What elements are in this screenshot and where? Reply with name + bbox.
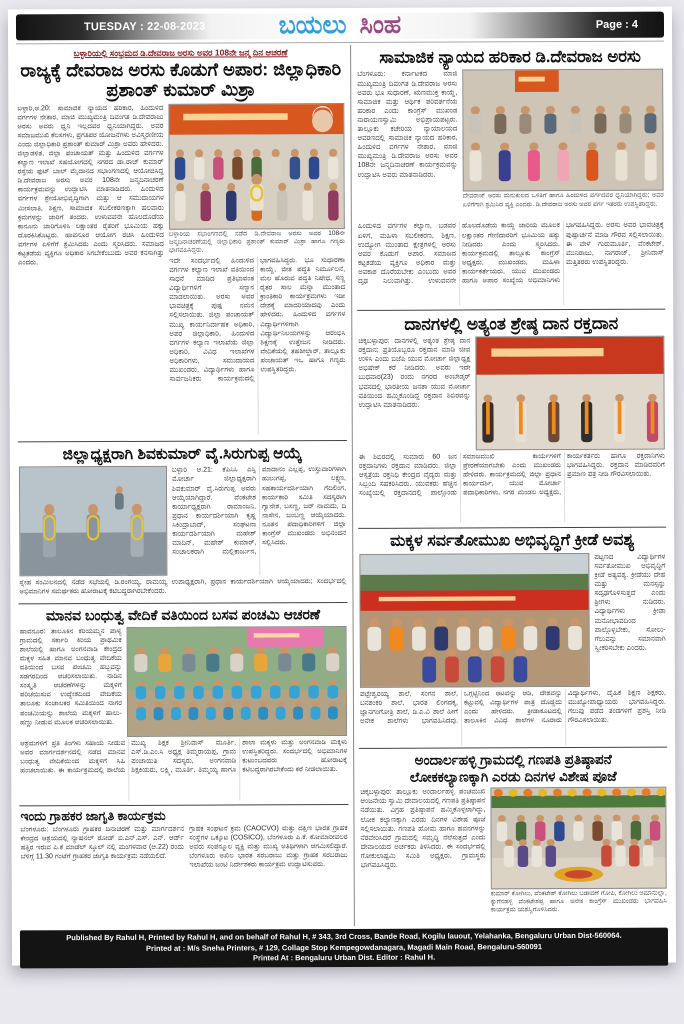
article-body: ಬಳ್ಳಾರಿ,ಆ.20: ಸಾಮಾಜಿಕ ನ್ಯಾಯದ ಹರಿಕಾರ, ಹಿಂದುಳಿದ ವರ್ಗಗಳ ನೇತಾರ, ಮಾಜಿ ಮುಖ್ಯಮಂತ್ರಿ ದಿವಂಗತ ಡಿ.ದೇವರಾಜು ಅರಸು ಅವರು ಧ್ವನಿ ಇಲ್ಲದವರ ಧ್ವನಿಯಾಗಿದ್ದರು. ಅವರ ಸಮಾಜಮುಖಿ ಕೆಲಸಗಳು, ಪ್ರಗತಿಪರ ಯೋಜನೆಗಳು ಅವಿಸ್ಮರಣೀಯ ಎಂದು ಜಿಲ್ಲಾಧಿಕಾರಿ ಪ್ರಶಾಂತ್ ಕುಮಾರ್ ಮಿಶ್ರಾ ಅವರು ಹೇಳಿದರು. ಜಿಲ್ಲಾಡಳಿತ, ಜಿಲ್ಲಾ ಪಂಚಾಯತ್ ಮತ್ತು ಹಿಂದುಳಿದ ವರ್ಗಗಳ ಕಲ್ಯಾಣ ಇಲಾಖೆ ಸಹಯೋಗದಲ್ಲಿ ನಗರದ ಡಾ.ರಾಜ್ ಕುಮಾರ್ ರಸ್ತೆಯ ಫುಟ್ ಬಾಲ್ ಮೈದಾನದ ಸಭಾಂಗಣದಲ್ಲಿ ಆಯೋಜಿಸಿದ್ದ ಡಿ.ದೇವರಾಜ ಅರಸು ಅವರ 108ನೇ ಜನ್ಮದಿನಾಚರಣೆ ಕಾರ್ಯಕ್ರಮವನ್ನು ಉದ್ಘಾಟಿಸಿ ಮಾತನಾಡಿದರು. ಹಿಂದುಳಿದ ವರ್ಗಗಳ ಶ್ರೇಯೋಭಿವೃದ್ಧಿಗಾಗಿ ಮತ್ತು ಆ ಸಮುದಾಯಗಳ ಮೀಸಲಾತಿ, ಶಿಕ್ಷಣ, ಸಾಮಾಜಿಕ ಸಬಲೀಕರಣಕ್ಕಾಗಿ ಹಲವಾರು ಕ್ರಮಗಳನ್ನು ಜಾರಿಗೆ ತಂದರು. ಉಳುವವನೇ ಹೊಲದೊಡೆಯ ಕಾನೂನು ಜಾರಿಗೊಳಿಸಿ ಲಕ್ಷಾಂತರ ರೈತರಿಗೆ ಭೂಮಿಯ ಹಕ್ಕು ದೊರಕಿಸಿಕೊಟ್ಟರು. ಹಾವನೂರ ಆಯೋಗ ರಚಿಸಿ ಹಿಂದುಳಿದ ವರ್ಗಗಳ ಏಳಿಗೆಗೆ ಶ್ರಮಿಸಿದರು ಎಂದು ಸ್ಮರಿಸಿದರು. ಸಮಾಜದ ಕಟ್ಟಕಡೆಯ ವ್ಯಕ್ತಿಗೂ ಅಧಿಕಾರ ಸಿಗಬೇಕೆಂಬುದು ಅವರ ಕನಸಾಗಿತ್ತು ಎಂದರು. xyxy=(17,104,164,267)
imprint-bar xyxy=(20,928,668,968)
photo-caption: ದೇವರಾಜ್ ಅರಸು ಮನುಕುಲದ ಒಳಿತಿಗೆ ಹಾಗೂ ಹಿಂದುಳಿದ ವರ್ಗದವರ ಧ್ವನಿಯಾಗಿದ್ದರು; ಅವರ ಏಳಿಗೆಗಾಗಿ ಶ್ರಮಿಸಿದ ವ್ಯಕ್ತಿ ಎಂದರು. ಡಿ.ದೇವರಾಜ ಅರಸು ಅವರ ವರ್ಗ ಇತರರು ಉಪಸ್ಥಿತರಿದ್ದರು. xyxy=(462,192,664,209)
article-photo-block xyxy=(490,787,667,926)
garlanded-leaders-photo xyxy=(19,466,167,577)
article-social-justice-urs xyxy=(356,44,665,311)
right-column xyxy=(351,44,668,926)
article-body-continued: ಇದೇ ಸಂದರ್ಭದಲ್ಲಿ ಹಿಂದುಳಿದ ವರ್ಗಗಳ ಕಲ್ಯಾಣ ಇಲಾಖೆ ವತಿಯಿಂದ ಸಾಧನೆ ಮಾಡಿದ ಪ್ರತಿಭಾವಂತ ವಿದ್ಯಾರ್ಥಿಗಳಿಗೆ ಸನ್ಮಾನ ಮಾಡಲಾಯಿತು. ಅರಸು ಅವರ ಭಾವಚಿತ್ರಕ್ಕೆ ಪುಷ್ಪ ನಮನ ಸಲ್ಲಿಸಲಾಯಿತು. ಜಿಲ್ಲಾ ಪಂಚಾಯತ್ ಮುಖ್ಯ ಕಾರ್ಯನಿರ್ವಾಹಕ ಅಧಿಕಾರಿ, ಅಪರ ಜಿಲ್ಲಾಧಿಕಾರಿ, ಹಿಂದುಳಿದ ವರ್ಗಗಳ ಕಲ್ಯಾಣ ಇಲಾಖೆಯ ಜಿಲ್ಲಾ ಅಧಿಕಾರಿ, ವಿವಿಧ ಇಲಾಖೆಗಳ ಅಧಿಕಾರಿಗಳು, ಸಮುದಾಯದ ಮುಖಂಡರು, ವಿದ್ಯಾರ್ಥಿಗಳು ಹಾಗೂ ಸಾರ್ವಜನಿಕರು ಕಾರ್ಯಕ್ರಮದಲ್ಲಿ ಭಾಗವಹಿಸಿದ್ದರು. ಭೂ ಸುಧಾರಣಾ ಕಾಯ್ದೆ, ಜೀತ ಪದ್ಧತಿ ನಿರ್ಮೂಲನೆ, ಮಲ ಹೊರುವ ಪದ್ಧತಿ ನಿಷೇಧ, ಸಣ್ಣ ರೈತರ ಸಾಲ ಮನ್ನಾ ಮುಂತಾದ ಕ್ರಾಂತಿಕಾರಿ ಕಾರ್ಯಕ್ರಮಗಳು ಇಡೀ ದೇಶಕ್ಕೆ ಮಾದರಿಯಾದವು ಎಂದು ಹೇಳಿದರು. ಹಿಂದುಳಿದ ವರ್ಗಗಳ ವಿದ್ಯಾರ್ಥಿಗಳಿಗಾಗಿ ವಿದ್ಯಾರ್ಥಿನಿಲಯಗಳನ್ನು ಆರಂಭಿಸಿ ಶಿಕ್ಷಣಕ್ಕೆ ಉತ್ತೇಜನ ನೀಡಿದರು. ವೇದಿಕೆಯಲ್ಲಿ ತಹಶೀಲ್ದಾರ್, ತಾಲ್ಲೂಕು ಪಂಚಾಯತ್ ಇಒ ಹಾಗೂ ಗಣ್ಯರು ಉಪಸ್ಥಿತರಿದ್ದರು. xyxy=(169,256,346,383)
headline: ಇಂದು ಗ್ರಾಹಕರ ಜಾಗೃತಿ ಕಾರ್ಯಕ್ರಮ xyxy=(20,808,166,824)
headline: ಜಿಲ್ಲಾಧ್ಯಕ್ಷರಾಗಿ ಶಿವಕುಮಾರ್ ವೈ.ಸಿರುಗುಪ್ಪ ಆಯ್ಕೆ xyxy=(62,445,303,464)
article-body: ಬೆಂಗಳೂರು: ಕರ್ನಾಟಕದ ಮಾಜಿ ಮುಖ್ಯಮಂತ್ರಿ ದಿವಂಗತ ಡಿ.ದೇವರಾಜ ಅರಸು ಅವರು ಭೂ ಸುಧಾರಣೆ, ಋಣಮುಕ್ತ ಕಾಯ್ದೆ, ಸಾಮಾಜಿಕ ಮತ್ತು ಆರ್ಥಿಕ ಪರಿವರ್ತನೆಯ ಹರಿಕಾರ ಎಂದು ಕಾಂಗ್ರೆಸ್ ಮುಖಂಡ ನಾರಾಯಣಸ್ವಾಮಿ ಅಭಿಪ್ರಾಯಪಟ್ಟರು. ತಾಲ್ಲೂಕು ಕಚೇರಿಯ ನ್ಯಾಯಾಲಯದ ಆವರಣದಲ್ಲಿ ಸಾಮಾಜಿಕ ನ್ಯಾಯದ ಹರಿಕಾರ, ಹಿಂದುಳಿದ ವರ್ಗಗಳ ನೇತಾರ, ಮಾಜಿ ಮುಖ್ಯಮಂತ್ರಿ ಡಿ.ದೇವರಾಜ ಅರಸು ಅವರ 108ನೇ ಜನ್ಮದಿನಾಚರಣೆ ಕಾರ್ಯಕ್ರಮವನ್ನು ಉದ್ಘಾಟಿಸಿ ಅವರು ಮಾತನಾಡಿದರು. xyxy=(357,70,458,179)
headline: ದಾನಗಳಲ್ಲಿ ಅತ್ಯಂತ ಶ್ರೇಷ್ಠ ದಾನ ರಕ್ತದಾನ xyxy=(404,313,619,334)
title-word-1: ಬಯಲು xyxy=(278,10,347,40)
headline: ಸಾಮಾಜಿಕ ನ್ಯಾಯದ ಹರಿಕಾರ ಡಿ.ದೇವರಾಜ ಅರಸು xyxy=(379,47,641,67)
headline: ಮಕ್ಕಳ ಸರ್ವತೋಮುಖ ಅಭಿವೃದ್ಧಿಗೆ ಕ್ರೀಡೆ ಅವಶ್ಯ xyxy=(390,531,635,550)
article-body-continued: ಈ ಶಿಬಿರದಲ್ಲಿ ಸುಮಾರು 60 ಜನ ರಕ್ತದಾನಿಗಳು ರಕ್ತದಾನ ಮಾಡಿದರು. ಜಿಲ್ಲಾ ಆಸ್ಪತ್ರೆಯ ರಕ್ತನಿಧಿ ಕೇಂದ್ರದ ವೈದ್ಯರು ಮತ್ತು ಸಿಬ್ಬಂದಿ ಸಹಕರಿಸಿದರು. ಯುವಕರು ಹೆಚ್ಚಿನ ಸಂಖ್ಯೆಯಲ್ಲಿ ರಕ್ತದಾನದಲ್ಲಿ ಪಾಲ್ಗೊಂಡು ಸಮಾಜಮುಖಿ ಕಾರ್ಯಗಳಿಗೆ ಪ್ರೇರಣೆಯಾಗಬೇಕು ಎಂದು ಮುಖಂಡರು ಹೇಳಿದರು. ಕಾರ್ಯಕ್ರಮದಲ್ಲಿ ಜಿಲ್ಲಾ ಪ್ರಧಾನ ಕಾರ್ಯದರ್ಶಿ, ಯುವ ಮೋರ್ಚಾ ಪದಾಧಿಕಾರಿಗಳು, ನಗರ ಮಂಡಲ ಅಧ್ಯಕ್ಷರು, ಕಾರ್ಯಕರ್ತರು ಹಾಗೂ ರಕ್ತದಾನಿಗಳು ಭಾಗವಹಿಸಿದ್ದರು. ರಕ್ತದಾನ ಮಾಡಿದವರಿಗೆ ಪ್ರಮಾಣ ಪತ್ರ ನೀಡಿ ಗೌರವಿಸಲಾಯಿತು. xyxy=(358,452,665,498)
blood-donation-camp-photo xyxy=(475,336,664,451)
article-blood-donation xyxy=(357,310,666,529)
article-sports-development xyxy=(358,528,667,749)
paper-sheet xyxy=(8,7,676,966)
kicker: ಬಳ್ಳಾರಿಯಲ್ಲಿ ಸಂಭ್ರಮದ ಡಿ.ದೇವರಾಜ ಅರಸು ಅವರ 108ನೇ ಜನ್ಮ ದಿನ ಆಚರಣೆ xyxy=(73,47,288,59)
dignitaries-photo xyxy=(462,69,664,192)
event-photo xyxy=(168,102,345,229)
headline-line-1: ಅಂದಾರ್ಲಹಳ್ಳಿ ಗ್ರಾಮದಲ್ಲಿ ಗಣಪತಿ ಪ್ರತಿಷ್ಠಾಪನೆ xyxy=(414,751,612,768)
imprint-line-1: Published By Rahul H, Printed by Rahul H, and on behalf of Rahul H, # 343, 3rd Cross, Bande Road, Kogilu lauout, Yelahanka, Bengaluru Urban Dist-560064. xyxy=(66,930,622,943)
article-body: ಪಟ್ಟಣದ ವಿದ್ಯಾರ್ಥಿಗಳ ಸರ್ವತೋಮುಖ ಅಭಿವೃದ್ಧಿಗೆ ಕ್ರೀಡೆ ಅತ್ಯವಶ್ಯ. ಕ್ರೀಡೆಯು ದೇಹ ಮತ್ತು ಮನಸ್ಸನ್ನು ಸದೃಢಗೊಳಿಸುತ್ತದೆ ಎಂದು ಶ್ರೀಗಳು ನುಡಿದರು. ವಿದ್ಯಾರ್ಥಿಗಳು ಕ್ರೀಡಾ ಮನೋಭಾವದಿಂದ ಪಾಲ್ಗೊಳ್ಳಬೇಕು, ಸೋಲು-ಗೆಲುವನ್ನು ಸಮಾನವಾಗಿ ಸ್ವೀಕರಿಸಬೇಕು ಎಂದರು. xyxy=(594,553,666,652)
article-ganapati-installation xyxy=(359,748,668,929)
sports-meet-photo xyxy=(359,553,590,688)
article-body: ಬೆಂಗಳೂರು: ಬೆಂಗಳೂರು ಗ್ರಾಹಕರ ದಿನಾಚರಣೆ ಮತ್ತು ಮಾರ್ಗದರ್ಶನ ಕೇಂದ್ರದ ಆಶ್ರಯದಲ್ಲಿ ನ್ಯಾಷನಲ್ ರೋಡ್ ಬಿ.ಎನ್.ಎಸ್. ಎನ್. ಆರ್ಡ್ ಹತ್ತಿರ ಇರುವ ಪಿ.ಕೆ ಮಾಡೆಲ್ ಸ್ಕೂಲ್ ನಲ್ಲಿ ಮಂಗಳವಾರ (ಆ.22) ರಂದು ಬೆಳಿಗ್ಗೆ 11.30 ಗಂಟೆಗೆ ಗ್ರಾಹಕರ ಜಾಗೃತಿ ಕಾರ್ಯಕ್ರಮ ನಡೆಯಲಿದೆ. xyxy=(20,825,185,861)
article-body: ಚಿಕ್ಕಬಳ್ಳಾಪುರ: ತಾಲ್ಲೂಕು ಅಂದಾರ್ಲಹಳ್ಳಿ ಪಂಚಮುಖಿ ಆಂಜನೇಯ ಸ್ವಾಮಿ ದೇವಾಲಯದಲ್ಲಿ ಗಣಪತಿ ಪ್ರತಿಷ್ಠಾಪನೆ ನಡೆಯಿತು. ವಿಗ್ರಹ ಪ್ರತಿಷ್ಠಾಪನೆ ಹಮ್ಮಿಕೊಳ್ಳಲಾಗಿದ್ದು, ಲೋಕ ಕಲ್ಯಾಣಕ್ಕಾಗಿ ಎರಡು ದಿನಗಳ ವಿಶೇಷ ಪೂಜೆ ಸಲ್ಲಿಸಲಾಯಿತು. ಗಣಪತಿ ಹೋಮ ಹಾಗೂ ಹವನಗಳನ್ನು ನೆರವೇರಿಸಿದರೆ ಗ್ರಾಮದಲ್ಲಿ ಸಮೃದ್ಧಿ ನೆಲೆಸುತ್ತದೆ ಎಂದು ದೇವಾಲಯದ ಅರ್ಚಕರು ತಿಳಿಸಿದರು. ಈ ಸಂದರ್ಭದಲ್ಲಿ ಗೋಕುಲಾಷ್ಟಮಿ ಸಮಿತಿ ಅಧ್ಯಕ್ಷರು, ಗ್ರಾಮಸ್ಥರು ಭಾಗವಹಿಸಿದ್ದರು. xyxy=(360,788,486,869)
article-body-continued: ಸ್ನೇಹ ಸಂಮಿಲನದಲ್ಲಿ ನಡೆದ ಸಭೆಯಲ್ಲಿ ಡಿ.ರಂಗಯ್ಯ, ರಾಮಯ್ಯ ಉಪಾಧ್ಯಕ್ಷರಾಗಿ, ಪ್ರಧಾನ ಕಾರ್ಯದರ್ಶಿಯಾಗಿ ಆಯ್ಕೆಯಾದರು; ಸಂದರ್ಭದಲ್ಲಿ ಅಭಿಮಾನಿಗಳ ಸಮರ್ಥಕರು ಹೋರಾಟಕ್ಕೆ ಕಟಿಬದ್ಧರಾಗಿರಬೇಕೆಂದರು. xyxy=(19,578,347,596)
article-consumer-awareness xyxy=(19,805,349,930)
imprint-line-2: Printed at : M/s Sneha Printers, # 129, Collage Stop Kempegowdanagara, Magadi Main Road, Bengaluru-560091 xyxy=(146,941,542,953)
photo-caption: ಕುಮಾರ್ ಕೋಗಿಲು, ವೆಂಕಟೇಶ್ ಕೋಗಿಲು ಬಡಾವಣೆ ಗೋಪಿ, ಕೋಗಿಲು ಅಮಾನುಲ್ಲಾ, ಕ್ಯುಗೆನಹಳ್ಳಿ ವೆಂಕಟೇಶಪ್ಪ ಹಾಗೂ ಅನೇಕ ಕಾಂಗ್ರೆಸ್ ಮುಖಂಡರು ಭಾಗವಹಿಸಿ ಕಾರ್ಯಕ್ರಮ ಯಶಸ್ವಿಗೊಳಿಸಿದರು. xyxy=(490,889,667,914)
article-photo-block xyxy=(168,102,345,435)
headline-line-2: ಲೋಕಕಲ್ಯಾಣಕ್ಕಾಗಿ ಎರಡು ದಿನಗಳ ವಿಶೇಷ ಪೂಜೆ xyxy=(409,768,617,785)
article-body-continued: ಗ್ರಾಹಕ ಸಂಘಟನೆ ಕ್ರಮ (CAOCVO) ಮತ್ತು ದಕ್ಷಿಣ ಭಾರತ ಗ್ರಾಹಕ ಸಂಸ್ಥೆಗಳ ಒಕ್ಕೂಟ (COSICO), ಬೆಂಗಳೂರು ಪಿ.ಕೆ. ಕೋಮಾರೀವಲರ ಅವರು ಸಂಪನ್ಮೂಲ ವ್ಯಕ್ತಿ ಮತ್ತು ಮುಖ್ಯ ಅತಿಥಿಗಳಾಗಿ ಆಗಮಿಸಲಿದ್ದಾರೆ. ಬೆಂಗಳೂರು ಅಖಿಲ ಭಾರತ ಸರಬರಾಜು ಮತ್ತು ಗ್ರಾಹಕ ಸರಬರಾಜು ಇಲಾಖೆಯ ಜಂಟಿ ನಿರ್ದೇಶಕರು ಕಾರ್ಯಕ್ರಮ ಉದ್ಘಾಟಿಸುವರು. xyxy=(188,824,348,870)
headline: ರಾಜ್ಯಕ್ಕೆ ದೇವರಾಜ ಅರಸು ಕೊಡುಗೆ ಅಪಾರ: ಜಿಲ್ಲಾಧಿಕಾರಿ ಪ್ರಶಾಂತ್ ಕುಮಾರ್ ಮಿಶ್ರಾ xyxy=(20,59,342,101)
newspaper-title xyxy=(279,11,402,41)
article-body-continued: ಆಶ್ರಮಗಳಿಗೆ ಪ್ರತಿ ತಿಂಗಳು ಸಹಾಯ ನೀಡುವ ಅವರ ಮಾರ್ಗದರ್ಶನದಲ್ಲಿ ನಡೆದ ಮಾನವ ಬಂಧುತ್ವ ವೇದಿಕೆಯಿಂದ ಮಕ್ಕಳಿಗೆ ಸಿಹಿ ಹಂಚಲಾಯಿತು. ಈ ಕಾರ್ಯಕ್ರಮದಲ್ಲಿ ಶಾಲೆಯ ಮುಖ್ಯ ಶಿಕ್ಷಕ ಶ್ರೀನಿವಾಸ್ ಮೂರ್ತಿ, ಎಸ್.ಡಿ.ಎಂ.ಸಿ ಅಧ್ಯಕ್ಷ ತಿಮ್ಮರಾಯಪ್ಪ, ಗ್ರಾಮ ಪಂಚಾಯಿತಿ ಸದಸ್ಯರು, ಅಂಗನವಾಡಿ ಶಿಕ್ಷಕಿಯರು, ಲಕ್ಷ್ಮಿ, ಮೂರ್ತಿ, ತಿಮ್ಮಯ್ಯ ಹಾಗೂ ಶಾಲಾ ಮಕ್ಕಳು ಮತ್ತು ಅಂಗನವಾಡಿ ಮಕ್ಕಳು ಉಪಸ್ಥಿತರಿದ್ದರು. ಸಂದರ್ಭದಲ್ಲಿ ಅಭಿಮಾನಿಗಳ ಕುಟುಂಬದವರು ಹೋರಾಟಕ್ಕೆ ಕಟಿಬದ್ಧರಾಗಿರಬೇಕೆಂದು ಕರೆ ನೀಡಲಾಯಿತು. xyxy=(20,738,348,775)
article-shivakumar-elected xyxy=(18,441,348,604)
date-label: TUESDAY : 22-08-2023 xyxy=(83,20,206,34)
ganapati-rangoli-photo xyxy=(490,787,666,890)
article-photo-block xyxy=(462,69,664,220)
page-number-label: Page : 4 xyxy=(595,18,639,31)
article-devaraj-urs-contribution xyxy=(16,45,347,442)
article-basava-panchami xyxy=(19,603,349,806)
article-body: ಚಿಕ್ಕಬಳ್ಳಾಪುರ: ದಾನಗಳಲ್ಲಿ ಅತ್ಯಂತ ಶ್ರೇಷ್ಠ ದಾನ ರಕ್ತದಾನ; ಪ್ರತಿಯೊಬ್ಬರೂ ರಕ್ತದಾನ ಮಾಡಿ ಜೀವ ಉಳಿಸಿ ಎಂದು ಬಿಜೆಪಿ ಯುವ ಮೋರ್ಚಾ ಜಿಲ್ಲಾಧ್ಯಕ್ಷ ಅಭಿಷೇಕ್ ಕರೆ ನೀಡಿದರು. ಅವರು ಇದೇ ಬುಧವಾರ(23) ರಂದು ನಗರದ ಅಂಬೇಡ್ಕರ್ ಭವನದಲ್ಲಿ ಭಾರತೀಯ ಜನತಾ ಯುವ ಮೋರ್ಚಾ ವತಿಯಿಂದ ಹಮ್ಮಿಕೊಂಡಿದ್ದ ರಕ್ತದಾನ ಶಿಬಿರವನ್ನು ಉದ್ಘಾಟಿಸಿ ಮಾತನಾಡಿದರು. xyxy=(358,337,471,409)
left-column xyxy=(16,45,354,927)
photo-caption: ಬಳ್ಳಾರಿಯ ಸಭಾಂಗಣದಲ್ಲಿ ನಡೆದ ಡಿ.ದೇವರಾಜ ಅರಸು ಅವರ 108ನೇ ಜನ್ಮದಿನಾಚರಣೆಯಲ್ಲಿ ಜಿಲ್ಲಾಧಿಕಾರಿ ಪ್ರಶಾಂತ್ ಕುಮಾರ್ ಮಿಶ್ರಾ ಹಾಗೂ ಗಣ್ಯರು ಭಾಗವಹಿಸಿದ್ದರು. xyxy=(168,229,345,254)
article-body-continued: ಪಟ್ಟೇಶ್ವರಯ್ಯ ಶಾಲೆ, ಸಂಗನ ಶಾಲೆ, ಬನಶಂಕರಿ ಶಾಲೆ, ಭಾರತ ಲಿಂಗದಕ್ಕ, ಜ್ಞಾನಗಂಗೋತ್ರಿ ಶಾಲೆ, ಡಿ.ಎ.ವಿ ಶಾಲೆ ಹೀಗೆ ಅನೇಕ ಶಾಲೆಗಳು ಭಾಗವಹಿಸಿದವು. ಒಗ್ಗಟ್ಟಿನಿಂದ ಆಟವನ್ನು ಆಡಿ, ದೇಶವನ್ನು ಕಟ್ಟುವಲ್ಲಿ ವಿದ್ಯಾರ್ಥಿಗಳ ಪಾತ್ರ ದೊಡ್ಡದು ಎಂದು ಹೇಳಿದರು. ಕ್ರೀಡಾಕೂಟದಲ್ಲಿ ತಾಲೂಕಿನ ವಿವಿಧ ಶಾಲೆಗಳ ನೂರಾರು ವಿದ್ಯಾರ್ಥಿಗಳು, ದೈಹಿಕ ಶಿಕ್ಷಣ ಶಿಕ್ಷಕರು, ಮುಖ್ಯೋಪಾಧ್ಯಾಯರು ಭಾಗವಹಿಸಿದ್ದರು. ಗೆಲುವು ಪಡೆದ ತಂಡಗಳಿಗೆ ಪ್ರಶಸ್ತಿ ನೀಡಿ ಗೌರವಿಸಲಾಯಿತು. xyxy=(359,689,667,726)
article-body: ಬಳ್ಳಾರಿ ಆ.21: ಕೆಪಿಸಿಸಿ ಎಸ್ಸಿ ಮೋರ್ಚಾ ಜಿಲ್ಲಾಧ್ಯಕ್ಷರಾಗಿ ಶಿವಕುಮಾರ್ ವೈ.ಸಿರುಗುಪ್ಪ ಅವರು ಆಯ್ಕೆಯಾಗಿದ್ದಾರೆ. ವೆಂಕಟೇಶ ಕಾರ್ಯಾಧ್ಯಕ್ಷರಾಗಿ ರಾಮಾಂಜನಿ, ಪ್ರಧಾನ ಕಾರ್ಯದರ್ಶಿಯಾಗಿ ಕೃಷ್ಣ ಸಿಕಿಂದ್ರಾಬಾದ್, ಸಂಘಟನಾ ಕಾರ್ಯದರ್ಶಿಯಾಗಿ ಮಹೇಶ್ ಮಾದಿನ್, ಮಹೇಶ್ ಕುಮಾರ್, ಸಂಚಾಲಕರಾಗಿ ಮಲ್ಲಿಕಾರ್ಜುನ, ಮಾದಾನಂ ಎಲ್ಲಪ್ಪ, ಉಸ್ತುವಾರಿಗಳಾಗಿ ಹುಲುಗಪ್ಪ, ಲಕ್ಷ್ಮಣ, ಸಹಕಾರ್ಯದರ್ಶಿಯಾಗಿ ಗೆದಿಲಿಂಗ, ಕಾರ್ಯಕಾರಿ ಸಮಿತಿ ಸದಸ್ಯರಾಗಿ ಗ್ಯಾನೇಶ, ಬಸಣ್ಣ, ಜರ್ ನಾಮದು, ದಿ ನಾಸೇನ, ಜಂಬಣ್ಣ ಆಯ್ಕೆಯಾದರು. ನೂತನ ಪದಾಧಿಕಾರಿಗಳಿಗೆ ಜಿಲ್ಲಾ ಕಾಂಗ್ರೆಸ್ ಮುಖಂಡರು ಅಭಿನಂದನೆ ಸಲ್ಲಿಸಿದರು. xyxy=(171,466,347,556)
article-body: ಹಾವನೂರ: ತಾಲೂಕಿನ ಕರಿಯಮ್ಮನ ಪಾಳ್ಯ ಗ್ರಾಮದಲ್ಲಿ ಸರ್ಕಾರಿ ಕಿರಿಯ ಪ್ರಾಥಮಿಕ ಶಾಲೆಯಲ್ಲಿ ಹಾಗೂ ಅಂಗನವಾಡಿ ಕೇಂದ್ರದ ಮಕ್ಕಳ ಸಹಿತ ಮಾನವ ಬಂಧುತ್ವ ವೇದಿಕೆಯ ವತಿಯಿಂದ ಬಸವ ಪಂಚಮಿ ಹಬ್ಬವನ್ನು ಸಡಗರದಿಂದ ಆಚರಿಸಲಾಯಿತು. ನಾಡಿನ ಸಂಸ್ಕೃತಿ ಆಚರಣೆಗಳನ್ನು ಮಕ್ಕಳಿಗೆ ಪರಿಚಯಿಸುವ ಉದ್ದೇಶದಿಂದ ವೇದಿಕೆಯ ತಾಲೂಕು ಸಂಚಾಲಕರ ಸಮಿತಿಯಿಂದ ನಾಗರ ಪಂಚಮಿಯನ್ನು ಶಾಲೆಯ ಮಕ್ಕಳಿಗೆ ಹಾಲು-ಹಣ್ಣು ನೀಡುವ ಮೂಲಕ ಆಚರಿಸಲಾಯಿತು. xyxy=(19,627,123,727)
title-word-2: ಸಿಂಹ xyxy=(359,10,402,39)
content-columns xyxy=(16,41,668,928)
school-children-photo xyxy=(127,626,347,737)
imprint-line-3: Printed At : Bengaluru Urban Dist. Editor : Rahul H. xyxy=(252,952,436,963)
masthead-bar xyxy=(16,12,664,41)
article-body-continued: ಹಿಂದುಳಿದ ವರ್ಗಗಳ ಕಲ್ಯಾಣ, ಬಡವರ ಏಳಿಗೆ, ಮಹಿಳಾ ಸಬಲೀಕರಣ, ಶಿಕ್ಷಣ, ಉದ್ಯೋಗ ಮುಂತಾದ ಕ್ಷೇತ್ರಗಳಲ್ಲಿ ಅರಸು ಅವರ ಕೊಡುಗೆ ಅಪಾರ. ಸಮಾಜದ ಕಟ್ಟಕಡೆಯ ವ್ಯಕ್ತಿಗೂ ಅಧಿಕಾರ ಮತ್ತು ಅವಕಾಶ ದೊರೆಯಬೇಕು ಎಂಬುದು ಅವರ ದೃಢ ನಿಲುವಾಗಿತ್ತು. ಉಳುವವನೇ ಹೊಲದೊಡೆಯ ಕಾಯ್ದೆ ಜಾರಿಯ ಮೂಲಕ ಲಕ್ಷಾಂತರ ಗೇಣಿದಾರರಿಗೆ ಭೂಮಿಯ ಹಕ್ಕು ನೀಡಿದರು ಎಂದು ಸ್ಮರಿಸಿದರು. ಕಾರ್ಯಕ್ರಮದಲ್ಲಿ ತಾಲ್ಲೂಕು ಕಾಂಗ್ರೆಸ್ ಅಧ್ಯಕ್ಷರು, ಮುಖಂಡರು, ಮಹಿಳಾ ಕಾರ್ಯಕರ್ತೆಯರು, ಯುವ ಮುಖಂಡರು ಹಾಗೂ ಅಪಾರ ಸಂಖ್ಯೆಯ ಅಭಿಮಾನಿಗಳು ಭಾಗವಹಿಸಿದ್ದರು. ಅರಸು ಅವರ ಭಾವಚಿತ್ರಕ್ಕೆ ಪುಷ್ಪಾರ್ಚನೆ ಮಾಡಿ ಗೌರವ ಸಲ್ಲಿಸಲಾಯಿತು. ಈ ವೇಳೆ ಗುರುಮೂರ್ತಿ, ವೆಂಕಟೇಶ್, ಮುನಿರಾಜು, ನಾಗರಾಜ್, ಶ್ರೀನಿವಾಸ್ ಮತ್ತಿತರರು ಉಪಸ್ಥಿತರಿದ್ದರು. xyxy=(357,222,665,285)
headline: ಮಾನವ ಬಂಧುತ್ವ ವೇದಿಕೆ ವತಿಯಿಂದ ಬಸವ ಪಂಚಮಿ ಆಚರಣೆ xyxy=(45,606,321,624)
